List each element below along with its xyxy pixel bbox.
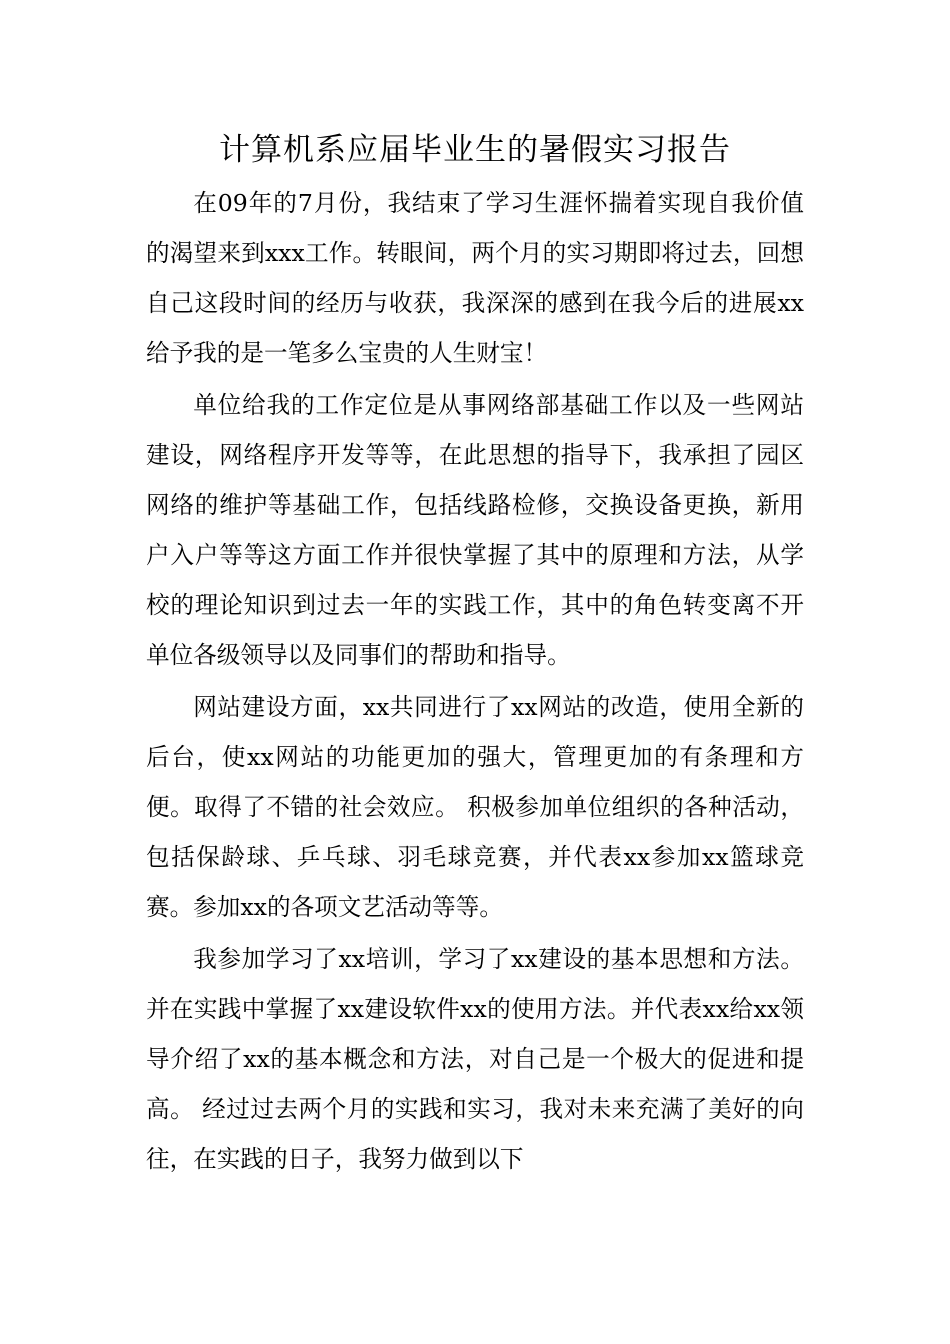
document-page [146, 124, 804, 1186]
paragraph-1: 在09年的7月份，我结束了学习生涯怀揣着实现自我价值的渴望来到xxx工作。转眼间，两个月的实习期即将过去，回想自己这段时间的经历与收获，我深深的感到在我今后的进展xx给予我的是一笔多么宝贵的人生财宝！ [146, 189, 804, 367]
paragraph-3: 网站建设方面，xx共同进行了xx网站的改造，使用全新的后台，使xx网站的功能更加的强大，管理更加的有条理和方便。取得了不错的社会效应。 积极参加单位组织的各种活动，包括保龄球、乒乓球、羽毛球竞赛，并代表xx参加xx篮球竞赛。参加xx的各项文艺活动等等。 [146, 693, 804, 921]
document-title: 计算机系应届毕业生的暑假实习报告 [219, 132, 731, 168]
paragraph-4: 我参加学习了xx培训，学习了xx建设的基本思想和方法。并在实践中掌握了xx建设软件xx的使用方法。并代表xx给xx领导介绍了xx的基本概念和方法，对自己是一个极大的促进和提高。 经过过去两个月的实践和实习，我对未来充满了美好的向往，在实践的日子，我努力做到以下 [146, 945, 804, 1173]
paragraph-2: 单位给我的工作定位是从事网络部基础工作以及一些网站建设，网络程序开发等等，在此思想的指导下，我承担了园区网络的维护等基础工作，包括线路检修，交换设备更换，新用户入户等等这方面工作并很快掌握了其中的原理和方法，从学校的理论知识到过去一年的实践工作，其中的角色转变离不开单位各级领导以及同事们的帮助和指导。 [146, 391, 804, 669]
